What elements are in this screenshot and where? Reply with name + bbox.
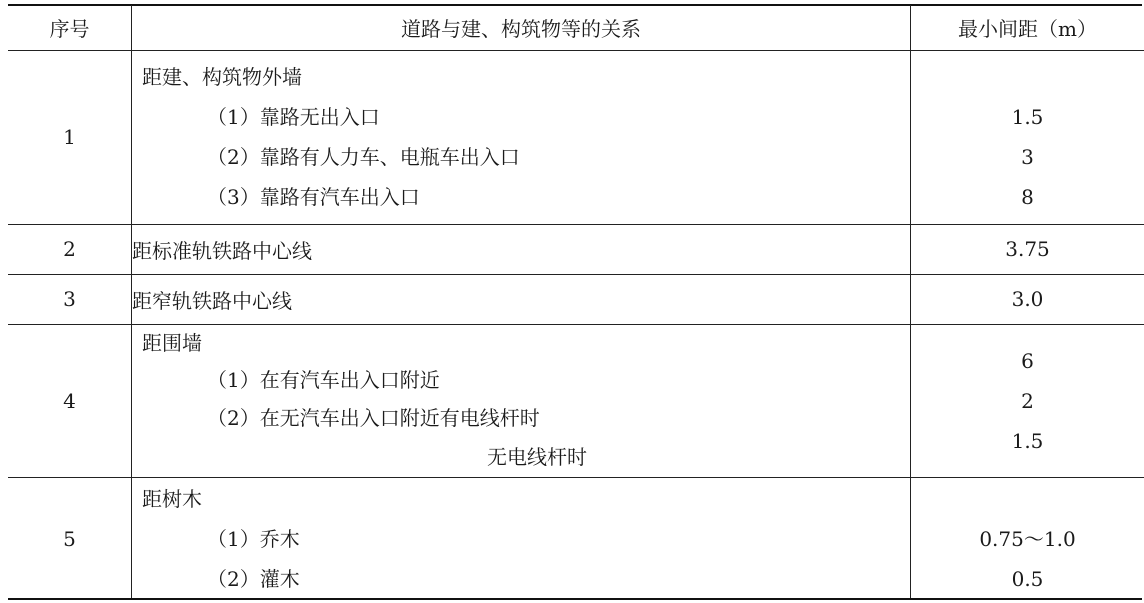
header-index: 序号	[8, 5, 132, 50]
table-row	[8, 50, 1144, 224]
row-value: 3	[1021, 145, 1034, 169]
row-relation	[132, 50, 911, 224]
row-index: 3	[8, 274, 132, 324]
row-value: 3.0	[911, 274, 1144, 324]
header-distance: 最小间距（m）	[911, 5, 1144, 50]
row-value: 0.5	[1011, 566, 1044, 591]
row-lead-text: 距树木	[142, 486, 202, 511]
row-index: 4	[8, 324, 132, 477]
row-subitem: （1）乔木	[207, 526, 300, 551]
row-value: 3.75	[911, 224, 1144, 274]
table-row	[8, 274, 1144, 324]
row-lead-text: 距建、构筑物外墙	[142, 65, 302, 89]
row-relation	[132, 477, 911, 600]
row-distance	[911, 324, 1144, 477]
row-lead-text: 距围墙	[142, 330, 202, 355]
table-header-row	[8, 5, 1144, 50]
table-bottom-rule	[8, 598, 1142, 600]
distance-table	[8, 5, 1144, 600]
row-subitem: （3）靠路有汽车出入口	[207, 185, 420, 209]
row-relation: 距窄轨铁路中心线	[132, 274, 911, 324]
row-subitem: （1）靠路无出入口	[207, 105, 380, 129]
row-distance	[911, 477, 1144, 600]
row-value: 8	[1021, 185, 1034, 209]
row-value: 0.75～1.0	[979, 526, 1076, 551]
row-subitem: （2）在无汽车出入口附近有电线杆时	[207, 405, 540, 430]
row-index: 1	[8, 50, 132, 224]
table-row	[8, 224, 1144, 274]
row-subitem: 无电线杆时	[487, 444, 587, 469]
row-index: 2	[8, 224, 132, 274]
table-row	[8, 324, 1144, 477]
row-relation	[132, 324, 911, 477]
table-row	[8, 477, 1144, 600]
row-index: 5	[8, 477, 132, 600]
row-value: 1.5	[1011, 105, 1044, 129]
row-relation: 距标准轨铁路中心线	[132, 224, 911, 274]
row-subitem: （2）靠路有人力车、电瓶车出入口	[207, 145, 520, 169]
row-value: 2	[1021, 388, 1034, 413]
row-distance	[911, 50, 1144, 224]
row-subitem: （1）在有汽车出入口附近	[207, 367, 440, 392]
row-subitem: （2）灌木	[207, 566, 300, 591]
row-value: 1.5	[1011, 428, 1044, 453]
row-value: 6	[1021, 348, 1034, 373]
header-relation: 道路与建、构筑物等的关系	[132, 5, 911, 50]
